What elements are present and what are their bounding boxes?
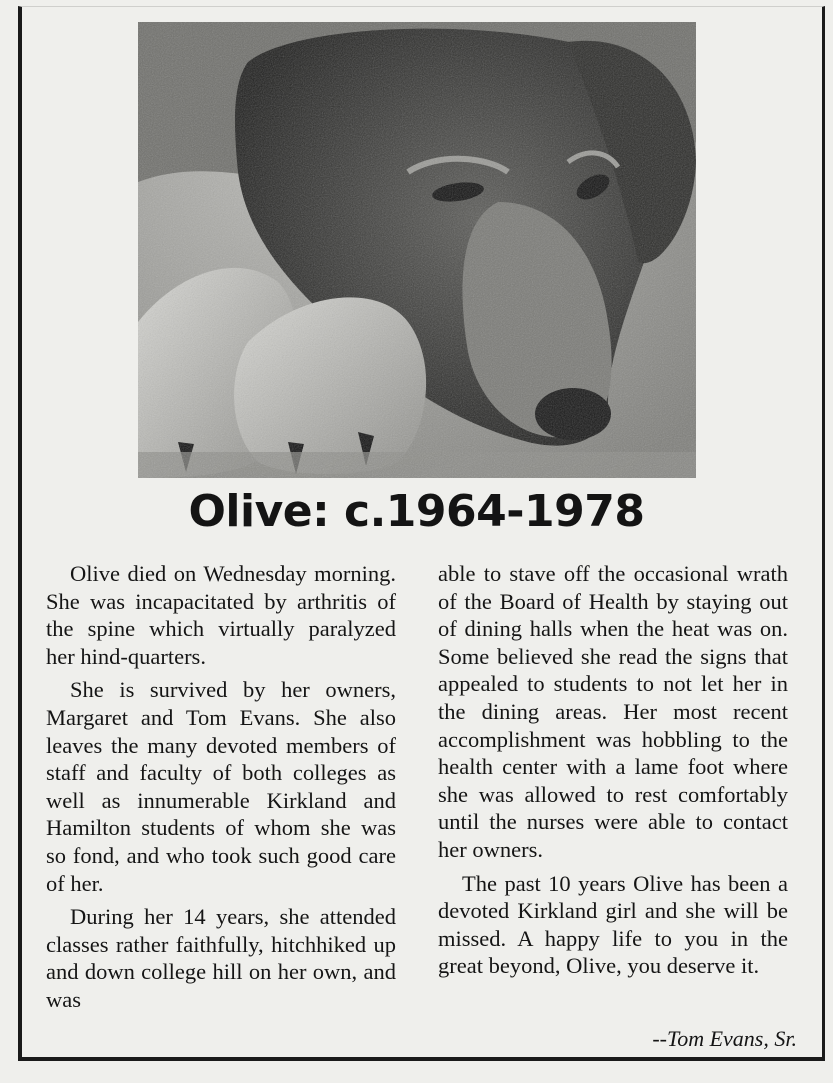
dog-photo-illustration xyxy=(138,22,696,478)
paragraph: She is survived by her owners, Margaret and Tom Evans. She also leaves the many devoted members of staff and faculty of both colleges as well as innumerable Kirkland and Hamilton students of whom she was so fond, and who took such good care of her. xyxy=(46,677,396,896)
article-title: Olive: c.1964-1978 xyxy=(188,486,645,537)
paragraph: able to stave off the occasional wrath of the Board of Health by staying out of dining halls when the heat was on. Some believed she read the signs that appealed to students to not let her in the dining areas. Her most recent accomplishment was hobbling to the health center with a lame foot where she was allowed to rest comfortably until the nurses were able to contact her owners. xyxy=(438,561,788,862)
dog-photo xyxy=(138,22,696,478)
paragraph: During her 14 years, she attended classes rather faithfully, hitchhiked up and down college hill on her own, and was xyxy=(46,904,396,1012)
paragraph: Olive died on Wednesday morning. She was incapacitated by arthritis of the spine which virtually paralyzed her hind-quarters. xyxy=(46,561,396,669)
article-left-column xyxy=(46,560,396,1020)
paragraph: The past 10 years Olive has been a devoted Kirkland girl and she will be missed. A happy life to you in the great beyond, Olive, you deserve it. xyxy=(438,870,788,979)
author-signature: --Tom Evans, Sr. xyxy=(652,1026,797,1051)
article-right-column xyxy=(438,560,788,986)
